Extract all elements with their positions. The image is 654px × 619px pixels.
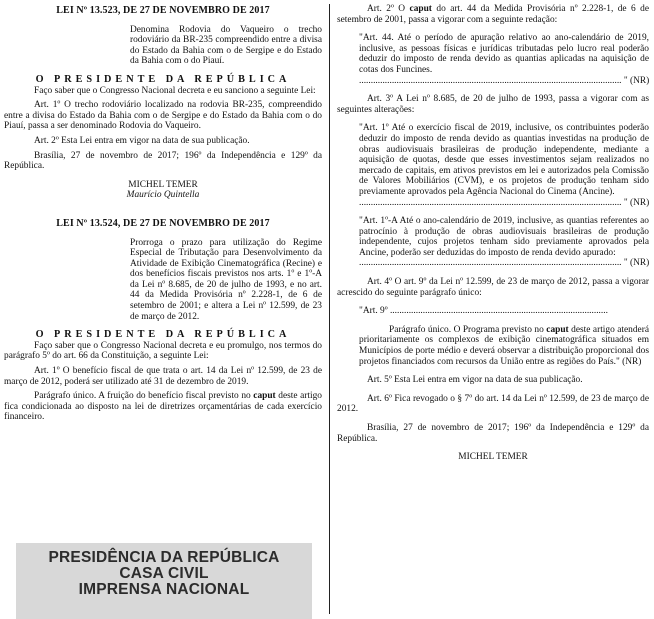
art4-text: Art. 4º O art. 9º da Lei nº 12.599, de 23 de março de 2012, passa a vigorar acrescido do seguinte parágrafo único: (337, 277, 649, 298)
art9-paragraph-unico: Parágrafo único. O Programa previsto no caput deste artigo atenderá prioritariamente os complexos de exibição cinematográfica situados em Municípios de porte médio e deverá observar a distribuição proporcional dos projetos financiados com recursos da União entre as regiões do País." (NR) (359, 324, 649, 367)
imprensa-nacional-banner (16, 543, 312, 619)
law-13524-art1: Art. 1º O benefício fiscal de que trata o art. 14 da Lei nº 12.599, de 23 de março de 2012, poderá ser utilizado até 31 de dezembro de 2019. (4, 366, 322, 387)
law-13524-title: LEI Nº 13.524, DE 27 DE NOVEMBRO DE 2017 (56, 217, 270, 229)
art6-text: Art. 6º Fica revogado o § 7º do art. 14 da Lei nº 12.599, de 23 de março de 2012. (337, 393, 649, 415)
quote-art1: "Art. 1º Até o exercício fiscal de 2019, inclusive, os contribuintes poderão deduzir do imposto de renda devido as quantias investidas na produção de obras audiovisuais brasileiras de produção independente, mediante a aquisição de quotas, desde que esses investimentos sejam realizados no mercado de capitais, em ativos previstos em lei e autorizados pela Comissão de Valores Mobiliários (CVM), e os projetos de produção tenham sido previamente aprovados pela Agência Nacional do Cinema (Ancine). (359, 123, 649, 197)
law-13523-preamble: Faço saber que o Congresso Nacional decreta e eu sanciono a seguinte Lei: (34, 85, 316, 96)
banner-line-casa-civil: CASA CIVIL (119, 565, 209, 582)
law-13523-title: LEI Nº 13.523, DE 27 DE NOVEMBRO DE 2017 (56, 5, 270, 16)
law-13523-ementa: Denomina Rodovia do Vaqueiro o trecho rodoviário da BR-235 compreendido entre a divisa do Estado da Bahia com o de Sergipe e do Estado da Bahia com o do Piauí. (130, 24, 322, 67)
law-13524-date: Brasília, 27 de novembro de 2017; 196º da Independência e 129º da República. (337, 423, 649, 444)
quote-art44: "Art. 44. Até o período de apuração relativo ao ano-calendário de 2019, inclusive, as pessoas físicas e jurídicas tributadas pelo lucro real poderão deduzir do imposto de renda devido as quantias aplicadas na aquisição de cotas dos Funcines. (359, 33, 649, 75)
banner-line-imprensa: IMPRENSA NACIONAL (78, 581, 250, 598)
law-13523-signer-minister: Maurício Quintella (126, 190, 200, 201)
law-13523-art2: Art. 2º Esta Lei entra em vigor na data de sua publicação. (34, 135, 250, 146)
quote-art1-nr: ................................................................................................................ " (NR) (359, 197, 649, 208)
banner-line-presidencia: PRESIDÊNCIA DA REPÚBLICA (48, 549, 280, 566)
law-13523-president-heading: O PRESIDENTE DA REPÚBLICA (35, 73, 291, 85)
quote-art1a-nr: ................................................................................................................ " (NR) (359, 258, 649, 269)
law-13524-signer-president: MICHEL TEMER (458, 452, 528, 463)
law-13524-president-heading: O PRESIDENTE DA REPÚBLICA (35, 329, 291, 341)
right-column (337, 4, 649, 463)
quote-art9: "Art. 9º ............................................................................................. (359, 306, 608, 317)
left-column (4, 4, 322, 423)
quote-art44-nr: ................................................................................................................ " (NR) (359, 75, 649, 86)
law-13523-signer-president: MICHEL TEMER (128, 179, 198, 190)
law-13523-date: Brasília, 27 de novembro de 2017; 196º da Independência e 129º da República. (4, 150, 322, 172)
law-13524-paragraph-unico: Parágrafo único. A fruição do benefício fiscal previsto no caput deste artigo fica condicionada ao disposto na lei de diretrizes orçamentárias de cada exercício financeiro. (4, 391, 322, 423)
law-13524-preamble: Faço saber que o Congresso Nacional decreta e eu promulgo, nos termos do parágrafo 5º do art. 66 da Constituição, a seguinte Lei: (4, 340, 322, 362)
quote-art1a: "Art. 1º-A Até o ano-calendário de 2019, inclusive, as quantias referentes ao patrocínio à produção de obras audiovisuais brasileiras de produção independente, cujos projetos tenham sido previamente aprovados pela Ancine, poderão ser deduzidas do imposto de renda devido apurado: (359, 216, 649, 258)
law-13524-ementa: Prorroga o prazo para utilização do Regime Especial de Tributação para Desenvolvimento da Atividade de Exibição Cinematográfica (Recine) e dos benefícios fiscais previstos nos arts. 1º e 1º-A da Lei nº 8.685, de 20 de julho de 1993, e no art. 44 da Medida Provisória nº 2.228-1, de 6 de setembro de 2001; e altera a Lei nº 12.599, de 23 de março de 2012. (130, 237, 322, 322)
art5-text: Art. 5º Esta Lei entra em vigor na data de sua publicação. (367, 375, 583, 386)
column-divider (329, 4, 330, 614)
art3-text: Art. 3º A Lei nº 8.685, de 20 de julho de 1993, passa a vigorar com as seguintes alterações: (337, 94, 649, 115)
law-13523-art1: Art. 1º O trecho rodoviário localizado na rodovia BR-235, compreendido entre a divisa do Estado da Bahia com o de Sergipe e do Estado da Bahia com o do Piauí, passa a ser denominado Rodovia do Vaqueiro. (4, 100, 322, 132)
art2-text: Art. 2º O caput do art. 44 da Medida Provisória nº 2.228-1, de 6 de setembro de 2001, passa a vigorar com a seguinte redação: (337, 4, 649, 25)
